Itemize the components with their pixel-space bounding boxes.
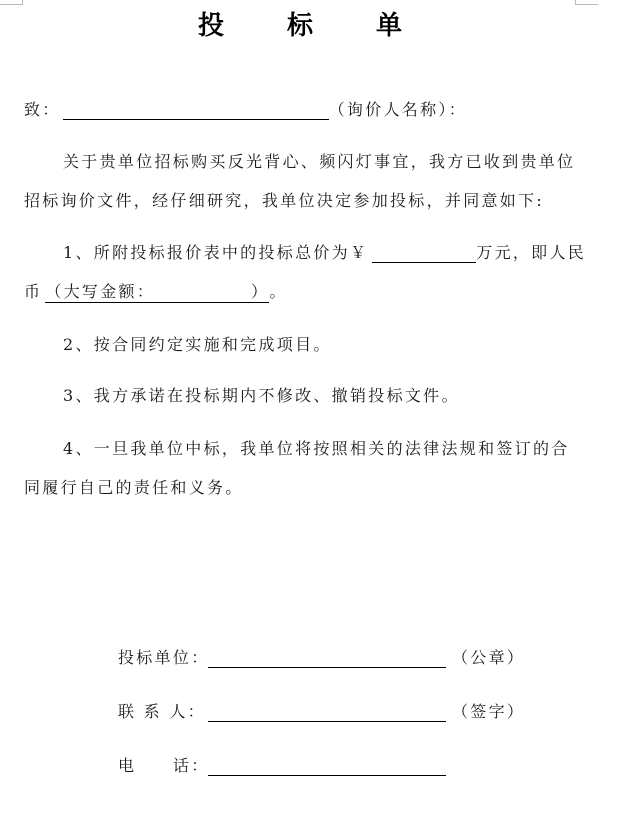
intro-line-2: 招标询价文件，经仔细研究，我单位决定参加投标，并同意如下: — [24, 191, 545, 210]
bidder-blank[interactable] — [208, 649, 446, 668]
contact-row — [118, 702, 525, 722]
item-4-line-1: 4、一旦我单位中标，我单位将按照相关的法律法规和签订的合 — [63, 439, 570, 458]
recipient-line — [24, 100, 467, 120]
contact-label: 联 系 人： — [118, 702, 206, 721]
item-1-end: 。 — [269, 282, 288, 301]
document-title: 投 标 单 — [197, 11, 430, 41]
item-1-price-prefix: 1、所附投标报价表中的投标总价为￥ — [63, 243, 369, 262]
phone-blank[interactable] — [208, 757, 446, 776]
phone-row — [118, 756, 452, 776]
total-price-blank[interactable] — [372, 244, 476, 263]
recipient-name-blank[interactable] — [63, 101, 329, 120]
intro-line-1: 关于贵单位招标购买反光背心、频闪灯事宜，我方已收到贵单位 — [63, 152, 576, 171]
page-corner-mark-right — [575, 0, 598, 5]
contact-note: （签字） — [452, 702, 526, 721]
recipient-suffix: （询价人名称）： — [328, 100, 468, 119]
page-corner-mark-left — [0, 0, 23, 5]
phone-label: 电 话： — [118, 756, 210, 775]
item-1-currency: 币 — [24, 282, 43, 301]
amount-in-words-field[interactable] — [45, 282, 269, 303]
bidder-label: 投标单位： — [118, 648, 210, 667]
item-1-price-suffix: 万元，即人民 — [476, 243, 587, 262]
amount-in-words-label: （大写金额： — [45, 282, 156, 301]
item-2: 2、按合同约定实施和完成项目。 — [63, 335, 332, 354]
item-1-line-1 — [63, 243, 586, 263]
recipient-prefix: 致： — [24, 100, 61, 119]
amount-in-words-close: ） — [251, 282, 270, 301]
item-4-line-2: 同履行自己的责任和义务。 — [24, 478, 244, 497]
item-1-line-2 — [24, 282, 288, 303]
bidder-note: （公章） — [452, 648, 526, 667]
item-3: 3、我方承诺在投标期内不修改、撤销投标文件。 — [63, 386, 460, 405]
bidder-row — [118, 648, 525, 668]
contact-blank[interactable] — [208, 703, 446, 722]
